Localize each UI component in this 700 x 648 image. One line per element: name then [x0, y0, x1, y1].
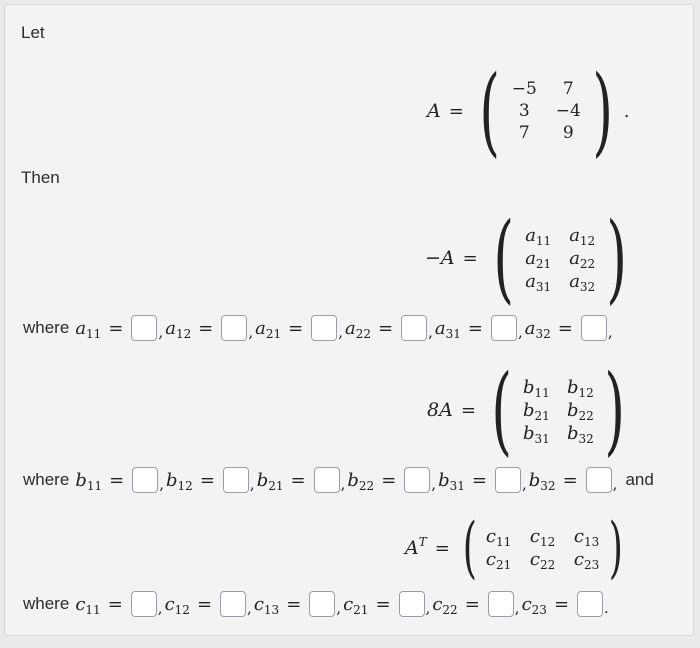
neg-A-lhs: −A [425, 247, 455, 269]
answer-input-c22[interactable] [488, 591, 514, 617]
variable-a32: $a_{32}$ [569, 270, 596, 294]
variable-a21: $a_{21}$ [525, 247, 552, 271]
variable-c22: $c_{22}$ [432, 593, 458, 617]
variable-a22: $a_{22}$ [344, 317, 371, 341]
variable-b12: $b_{12}$ [566, 376, 594, 400]
matrix-cell [571, 549, 603, 570]
matrix-cell [527, 549, 559, 570]
answer-input-a11[interactable] [131, 315, 157, 341]
variable-b11: $b_{11}$ [522, 376, 550, 400]
variable-c11: $c_{11}$ [485, 526, 512, 549]
variable-a11: $a_{11}$ [525, 224, 552, 248]
matrix-A-name: A [427, 100, 441, 122]
matrix-cell: 9 [562, 123, 574, 143]
answer-input-c12[interactable] [220, 591, 246, 617]
neg-A-grid [522, 225, 598, 292]
answer-row-c: where $c_{11}$ = , $c_{12}$ = , $c_{13}$ = , $c_{21}$ = , $c_{22}$ = , $c_{23}$ = . [23, 589, 611, 619]
matrix-A-grid [508, 79, 584, 143]
variable-c13: $c_{13}$ [253, 593, 280, 617]
matrix-cell: 3 [518, 101, 530, 121]
eight-A-grid [520, 377, 596, 444]
answer-input-a21[interactable] [311, 315, 337, 341]
variable-a21: $a_{21}$ [255, 317, 282, 341]
matrix-cell [564, 423, 596, 444]
eight-A-display: 8A = ( $b_{11}$ $b_{12}$ $b_{21}$ $b_{22}$ $b_{31}$ $b_{32}$ ) [427, 354, 626, 466]
variable-b12: $b_{12}$ [166, 469, 193, 493]
matrix-cell [566, 271, 598, 292]
variable-c11: $c_{11}$ [75, 593, 101, 617]
answer-row-a: where $a_{11}$ = , $a_{12}$ = , $a_{21}$ = , $a_{22}$ = , $a_{31}$ = , $a_{32}$ = , [23, 313, 615, 343]
where-label: where [23, 594, 70, 613]
variable-b22: $b_{22}$ [347, 469, 375, 493]
variable-a12: $a_{12}$ [569, 224, 596, 248]
variable-b32: $b_{32}$ [528, 469, 556, 493]
variable-b11: $b_{11}$ [75, 469, 103, 493]
variable-a32: $a_{32}$ [524, 317, 551, 341]
matrix-cell: −5 [511, 79, 537, 99]
variable-c23: $c_{23}$ [573, 549, 600, 572]
variable-a11: $a_{11}$ [75, 317, 102, 341]
problem-card [4, 4, 694, 636]
variable-b31: $b_{31}$ [438, 469, 465, 493]
A-transpose-display: $A^T$ = ( $c_{11}$ $c_{12}$ $c_{13}$ $c_{21}$ $c_{22}$ $c_{23}$ ) [405, 509, 623, 586]
variable-b22: $b_{22}$ [566, 399, 594, 423]
matrix-cell: 7 [518, 123, 530, 143]
variable-b21: $b_{21}$ [256, 469, 284, 493]
variable-b21: $b_{21}$ [522, 399, 550, 423]
variable-c22: $c_{22}$ [529, 549, 556, 572]
matrix-cell [522, 271, 554, 292]
variable-a12: $a_{12}$ [165, 317, 192, 341]
matrix-cell [520, 400, 552, 421]
matrix-cell [566, 225, 598, 246]
answer-input-b11[interactable] [132, 467, 158, 493]
answer-row-b: where $b_{11}$ = , $b_{12}$ = , $b_{21}$ = , $b_{22}$ = , $b_{31}$ = , $b_{32}$ = , and [23, 465, 654, 495]
matrix-A-display: A = ( −5 7 3 −4 7 9 ) . [427, 55, 630, 167]
matrix-cell [564, 400, 596, 421]
answer-input-a32[interactable] [581, 315, 607, 341]
answer-input-a22[interactable] [401, 315, 427, 341]
variable-c21: $c_{21}$ [343, 593, 369, 617]
eight-A-lhs: 8A [427, 399, 453, 421]
matrix-cell [520, 377, 552, 398]
where-label: where [23, 318, 70, 337]
matrix-cell: −4 [555, 101, 581, 121]
answer-input-c13[interactable] [309, 591, 335, 617]
where-label: where [23, 470, 70, 489]
variable-b31: $b_{31}$ [522, 422, 550, 446]
variable-a22: $a_{22}$ [569, 247, 596, 271]
variable-c13: $c_{13}$ [573, 526, 600, 549]
answer-input-c23[interactable] [577, 591, 603, 617]
and-label: and [625, 470, 654, 489]
matrix-cell [483, 526, 515, 547]
let-label: Let [21, 23, 45, 42]
answer-input-b21[interactable] [314, 467, 340, 493]
matrix-cell [564, 377, 596, 398]
matrix-cell [483, 549, 515, 570]
answer-input-b31[interactable] [495, 467, 521, 493]
answer-input-b22[interactable] [404, 467, 430, 493]
answer-input-b12[interactable] [223, 467, 249, 493]
matrix-cell [566, 248, 598, 269]
answer-input-c11[interactable] [131, 591, 157, 617]
matrix-cell [571, 526, 603, 547]
then-label: Then [21, 168, 60, 187]
matrix-cell [527, 526, 559, 547]
matrix-cell [522, 248, 554, 269]
variable-c12: $c_{12}$ [529, 526, 556, 549]
answer-input-a12[interactable] [221, 315, 247, 341]
variable-c23: $c_{23}$ [521, 593, 547, 617]
variable-a31: $a_{31}$ [434, 317, 461, 341]
A-transpose-grid [483, 526, 603, 570]
neg-A-display: −A = ( $a_{11}$ $a_{12}$ $a_{21}$ $a_{22}$ $a_{31}$ $a_{32}$ ) [425, 202, 628, 314]
matrix-cell [520, 423, 552, 444]
variable-b32: $b_{32}$ [566, 422, 594, 446]
answer-input-b32[interactable] [586, 467, 612, 493]
matrix-cell [522, 225, 554, 246]
A-transpose-lhs: $A^T$ [405, 535, 427, 559]
variable-a31: $a_{31}$ [525, 270, 552, 294]
variable-c21: $c_{21}$ [485, 549, 512, 572]
answer-input-a31[interactable] [491, 315, 517, 341]
variable-c12: $c_{12}$ [164, 593, 190, 617]
answer-input-c21[interactable] [399, 591, 425, 617]
matrix-cell: 7 [562, 79, 574, 99]
